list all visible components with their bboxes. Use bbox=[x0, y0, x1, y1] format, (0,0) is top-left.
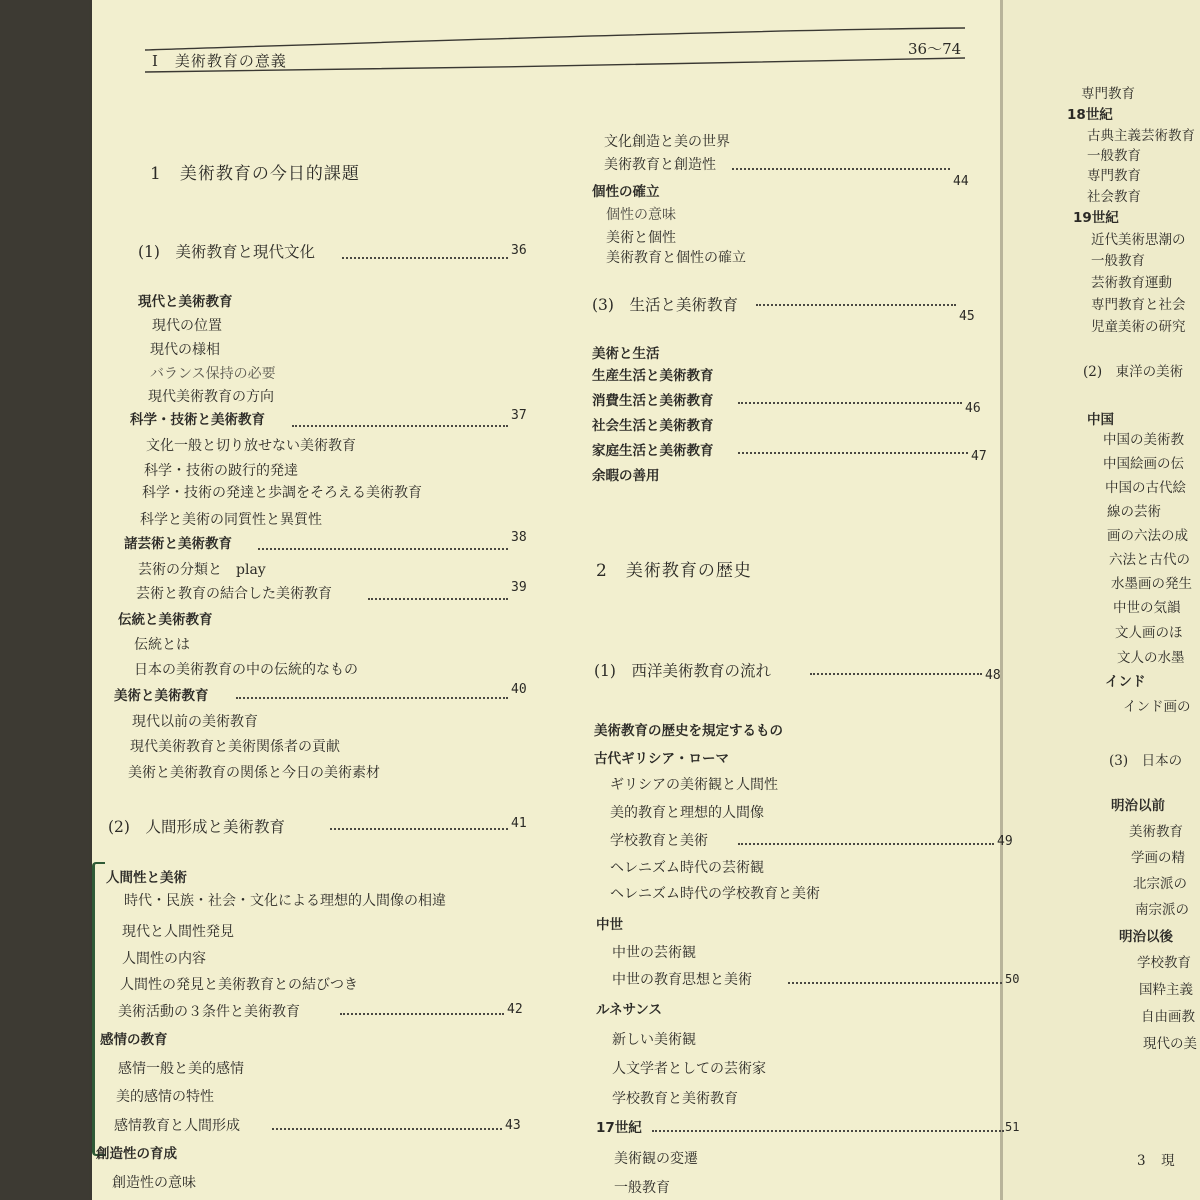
toc-group-title: 個性の確立 bbox=[592, 184, 660, 200]
toc-entry: 一般教育 bbox=[1091, 253, 1145, 269]
handwritten-bracket bbox=[92, 862, 105, 1156]
dot-leader bbox=[810, 673, 982, 675]
dot-leader bbox=[738, 402, 962, 404]
page-number: 49 bbox=[997, 834, 1013, 849]
toc-entry: 科学・技術の発達と歩調をそろえる美術教育 bbox=[142, 485, 422, 501]
dot-leader bbox=[368, 598, 508, 600]
section-title: (1) 西洋美術教育の流れ bbox=[594, 662, 771, 680]
toc-entry: 社会教育 bbox=[1087, 189, 1141, 205]
toc-group-title: 人間性と美術 bbox=[106, 870, 187, 886]
page-number: 50 bbox=[1005, 972, 1020, 986]
toc-entry: 専門教育と社会 bbox=[1091, 297, 1186, 313]
toc-entry: 学校教育 bbox=[1137, 955, 1191, 971]
toc-entry: 個性の意味 bbox=[606, 207, 676, 223]
toc-entry: 中世の気韻 bbox=[1113, 600, 1181, 616]
toc-entry: 画の六法の成 bbox=[1107, 528, 1188, 544]
page-number: 48 bbox=[985, 668, 1001, 683]
dot-leader bbox=[732, 168, 950, 170]
dot-leader bbox=[738, 452, 968, 454]
toc-entry: 感情教育と人間形成 bbox=[114, 1118, 240, 1134]
toc-entry: 美術教育 bbox=[1129, 824, 1183, 840]
toc-entry: ヘレニズム時代の学校教育と美術 bbox=[610, 886, 820, 902]
toc-entry: ギリシアの美術観と人間性 bbox=[610, 777, 778, 793]
toc-entry: 伝統とは bbox=[134, 637, 190, 653]
toc-entry: バランス保持の必要 bbox=[150, 366, 276, 382]
toc-entry: 人文学者としての芸術家 bbox=[612, 1061, 766, 1077]
toc-entry: 自由画教 bbox=[1141, 1009, 1195, 1025]
toc-group-title: 諸芸術と美術教育 bbox=[124, 536, 232, 552]
dot-leader bbox=[272, 1128, 502, 1130]
toc-entry: 六法と古代の bbox=[1109, 552, 1190, 568]
toc-group-title: 19世紀 bbox=[1073, 210, 1119, 226]
dot-leader bbox=[292, 425, 508, 427]
running-header-title: I 美術教育の意義 bbox=[152, 52, 287, 70]
toc-group-title: 消費生活と美術教育 bbox=[592, 393, 714, 409]
toc-entry: 専門教育 bbox=[1081, 86, 1135, 102]
right-page bbox=[1003, 0, 1200, 1200]
toc-entry: 人間性の発見と美術教育との結びつき bbox=[120, 977, 358, 993]
toc-entry: 美術と個性 bbox=[606, 230, 676, 246]
page-number: 44 bbox=[953, 174, 969, 189]
toc-entry: 美的感情の特性 bbox=[116, 1089, 214, 1105]
dot-leader bbox=[258, 548, 508, 550]
toc-group-title: 創造性の育成 bbox=[96, 1146, 177, 1162]
toc-entry: 南宗派の bbox=[1135, 902, 1189, 918]
toc-entry: 文化創造と美の世界 bbox=[604, 134, 730, 150]
toc-section: (3) 日本の bbox=[1109, 753, 1183, 769]
toc-entry: 科学と美術の同質性と異質性 bbox=[140, 512, 322, 528]
dot-leader bbox=[756, 304, 956, 306]
toc-entry: 線の芸術 bbox=[1107, 504, 1161, 520]
toc-entry: 時代・民族・社会・文化による理想的人間像の相違 bbox=[124, 893, 446, 909]
toc-entry: 美術観の変遷 bbox=[614, 1151, 698, 1167]
toc-entry: 近代美術思潮の bbox=[1091, 232, 1186, 248]
toc-group-title: 生産生活と美術教育 bbox=[592, 368, 714, 384]
toc-entry: 現代美術教育の方向 bbox=[148, 389, 274, 405]
dot-leader bbox=[788, 982, 1002, 984]
page-number: 43 bbox=[505, 1118, 521, 1133]
toc-entry: 現代以前の美術教育 bbox=[132, 714, 258, 730]
toc-entry: 学画の精 bbox=[1131, 850, 1185, 866]
toc-group-title: ルネサンス bbox=[596, 1002, 663, 1018]
toc-entry: 現代美術教育と美術関係者の貢献 bbox=[130, 739, 340, 755]
toc-entry: 国粋主義 bbox=[1139, 982, 1193, 998]
page-number: 47 bbox=[971, 449, 987, 464]
toc-entry: 芸術と教育の結合した美術教育 bbox=[136, 586, 332, 602]
toc-group-title: 現代と美術教育 bbox=[138, 294, 233, 310]
page-number: 51 bbox=[1005, 1120, 1020, 1134]
toc-group-title: 中世 bbox=[596, 917, 623, 933]
toc-chapter: 3 現 bbox=[1137, 1153, 1176, 1169]
toc-entry: 新しい美術観 bbox=[612, 1032, 696, 1048]
toc-entry: 学校教育と美術教育 bbox=[612, 1091, 738, 1107]
toc-entry: 児童美術の研究 bbox=[1091, 319, 1186, 335]
section-title: (3) 生活と美術教育 bbox=[592, 296, 738, 314]
toc-group-title: 17世紀 bbox=[596, 1120, 642, 1136]
toc-section: (2) 東洋の美術 bbox=[1083, 364, 1184, 380]
toc-entry: 美術と美術教育の関係と今日の美術素材 bbox=[128, 765, 380, 781]
toc-group-title: インド bbox=[1105, 674, 1146, 690]
toc-entry: 現代と人間性発見 bbox=[122, 924, 234, 940]
toc-entry: 創造性の意味 bbox=[112, 1175, 196, 1191]
dot-leader bbox=[738, 843, 994, 845]
toc-entry: 美術教育と個性の確立 bbox=[606, 250, 746, 266]
toc-entry: 文人画のほ bbox=[1115, 625, 1183, 641]
page-number: 41 bbox=[511, 816, 527, 831]
toc-entry: ヘレニズム時代の芸術観 bbox=[610, 860, 764, 876]
toc-entry: 水墨画の発生 bbox=[1111, 576, 1192, 592]
toc-entry: インド画の bbox=[1123, 699, 1191, 715]
toc-entry: 北宗派の bbox=[1133, 876, 1187, 892]
toc-entry: 美的教育と理想的人間像 bbox=[610, 805, 764, 821]
toc-entry: 中国絵画の伝 bbox=[1103, 456, 1184, 472]
toc-group-title: 社会生活と美術教育 bbox=[592, 418, 714, 434]
toc-entry: 科学・技術の跛行的発達 bbox=[144, 463, 298, 479]
toc-entry: 芸術教育運動 bbox=[1091, 275, 1172, 291]
toc-entry: 古典主義芸術教育 bbox=[1087, 128, 1195, 144]
toc-entry: 現代の位置 bbox=[152, 318, 222, 334]
toc-entry: 中国の美術教 bbox=[1103, 432, 1184, 448]
toc-entry: 一般教育 bbox=[1087, 148, 1141, 164]
toc-group-title: 美術教育の歴史を規定するもの bbox=[594, 723, 783, 739]
chapter-title: 2 美術教育の歴史 bbox=[596, 561, 752, 581]
toc-entry: 学校教育と美術 bbox=[610, 833, 708, 849]
toc-group-title: 伝統と美術教育 bbox=[118, 612, 213, 628]
toc-entry: 芸術の分類と play bbox=[138, 562, 266, 578]
page-number: 40 bbox=[511, 682, 527, 697]
section-title: (1) 美術教育と現代文化 bbox=[138, 243, 315, 261]
toc-group-title: 美術と生活 bbox=[592, 346, 660, 362]
dot-leader bbox=[330, 828, 508, 830]
toc-group-title: 科学・技術と美術教育 bbox=[130, 412, 265, 428]
dot-leader bbox=[340, 1013, 504, 1015]
page-number: 45 bbox=[959, 309, 975, 324]
toc-group-title: 18世紀 bbox=[1067, 107, 1113, 123]
page-number: 38 bbox=[511, 530, 527, 545]
chapter-title: 1 美術教育の今日的課題 bbox=[150, 164, 360, 184]
toc-entry: 人間性の内容 bbox=[122, 951, 206, 967]
toc-entry: 美術教育と創造性 bbox=[604, 157, 716, 173]
dot-leader bbox=[236, 697, 508, 699]
toc-group-title: 明治以後 bbox=[1119, 929, 1173, 945]
toc-group-title: 古代ギリシア・ローマ bbox=[594, 751, 729, 767]
page-number: 46 bbox=[965, 401, 981, 416]
toc-group-title: 感情の教育 bbox=[100, 1032, 168, 1048]
toc-group-title: 余暇の善用 bbox=[592, 468, 660, 484]
page-number: 39 bbox=[511, 580, 527, 595]
toc-entry: 中世の芸術観 bbox=[612, 945, 696, 961]
section-title: (2) 人間形成と美術教育 bbox=[108, 818, 285, 836]
toc-entry: 現代の様相 bbox=[150, 342, 220, 358]
toc-entry: 現代の美 bbox=[1143, 1036, 1197, 1052]
toc-group-title: 明治以前 bbox=[1111, 798, 1165, 814]
page-number: 37 bbox=[511, 408, 527, 423]
page-number: 36 bbox=[511, 243, 527, 258]
toc-entry: 文人の水墨 bbox=[1117, 650, 1185, 666]
dot-leader bbox=[342, 257, 508, 259]
toc-entry: 一般教育 bbox=[614, 1180, 670, 1196]
toc-group-title: 家庭生活と美術教育 bbox=[592, 443, 714, 459]
running-header-page-range: 36～74 bbox=[908, 40, 962, 58]
toc-entry: 感情一般と美的感情 bbox=[118, 1061, 244, 1077]
toc-group-title: 美術と美術教育 bbox=[114, 688, 209, 704]
toc-entry: 専門教育 bbox=[1087, 168, 1141, 184]
toc-entry: 文化一般と切り放せない美術教育 bbox=[146, 438, 356, 454]
page-number: 42 bbox=[507, 1002, 523, 1017]
toc-entry: 美術活動の３条件と美術教育 bbox=[118, 1004, 300, 1020]
dot-leader bbox=[652, 1130, 1004, 1132]
toc-entry: 日本の美術教育の中の伝統的なもの bbox=[134, 662, 358, 678]
toc-entry: 中国の古代絵 bbox=[1105, 480, 1186, 496]
toc-group-title: 中国 bbox=[1087, 412, 1114, 428]
toc-entry: 中世の教育思想と美術 bbox=[612, 972, 752, 988]
